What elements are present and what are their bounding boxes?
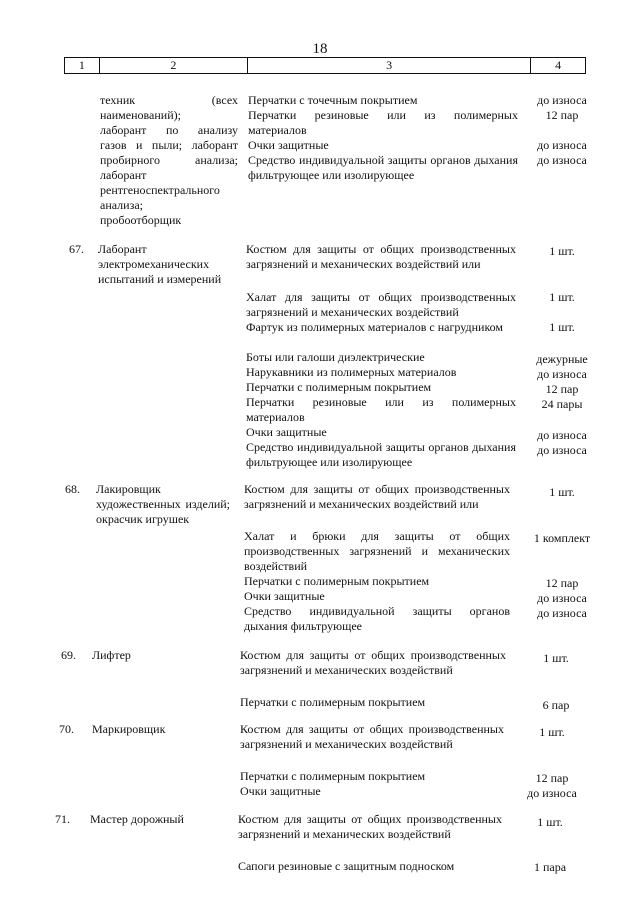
occupation-line: пробоотборщик <box>100 213 182 227</box>
norm-value: 1 шт. <box>549 244 575 258</box>
norm-value: дежурные <box>536 352 588 366</box>
ppe-item: Фартук из полимерных материалов с нагрудником <box>246 320 504 334</box>
ppe-item: Костюм для защиты от общих производственных загрязнений и механических воздействий или <box>244 482 510 511</box>
occupation-line: анализа; <box>100 198 143 212</box>
norm-value: 1 шт. <box>549 320 575 334</box>
row-number: 68. <box>65 482 80 496</box>
ppe-item: Средство индивидуальной защиты органов дыхания фильтрующее или изолирующее <box>248 153 518 182</box>
occupation-cell: Лакировщик художественных изделий; окрасчик игрушек <box>96 482 230 526</box>
norm-value: до износа <box>537 428 587 442</box>
header-col-4: 4 <box>555 58 562 72</box>
norm-value: 12 пар <box>535 771 569 785</box>
occupation-line: наименований); <box>100 108 181 122</box>
occupation-line: рентгеноспектрального <box>100 183 220 197</box>
norm-value: 1 шт. <box>549 485 575 499</box>
ppe-item: Нарукавники из полимерных материалов <box>246 365 457 379</box>
ppe-item: Средство индивидуальной защиты органов дыхания фильтрующее или изолирующее <box>246 440 516 469</box>
ppe-item: Перчатки резиновые или из полимерных материалов <box>246 395 516 424</box>
row-number: 71. <box>55 812 70 826</box>
norm-value: 1 пара <box>533 860 567 874</box>
ppe-item: Халат для защиты от общих производственных загрязнений и механических воздействий <box>246 290 516 319</box>
occupation-cell: Маркировщик <box>92 722 166 736</box>
ppe-item: Перчатки резиновые или из полимерных материалов <box>248 108 518 137</box>
norm-value: 6 пар <box>542 698 570 712</box>
norm-value: до износа <box>537 591 587 605</box>
ppe-item: Костюм для защиты от общих производственных загрязнений и механических воздействий <box>238 812 502 841</box>
table-header <box>64 57 586 74</box>
norm-value: 1 шт. <box>537 815 563 829</box>
norm-value: до износа <box>537 443 587 457</box>
occupation-cell: Лифтер <box>92 648 131 662</box>
ppe-item: Очки защитные <box>246 425 327 439</box>
norm-value: до износа <box>537 153 587 167</box>
ppe-item: Перчатки с полимерным покрытием <box>244 574 430 588</box>
norm-value: до износа <box>537 138 587 152</box>
occupation-cell: Лаборант электромеханических испытаний и измерений <box>98 242 222 286</box>
ppe-item: Боты или галоши диэлектрические <box>246 350 425 364</box>
page-number: 18 <box>312 41 328 57</box>
ppe-item: Средство индивидуальной защиты органов дыхания фильтрующее <box>244 604 510 633</box>
occupation-line: газов и пыли; лаборант <box>100 138 238 152</box>
ppe-item: Перчатки с точечным покрытием <box>248 93 418 107</box>
norm-value: до износа <box>527 786 577 800</box>
norm-value: 1 комплект <box>533 531 591 545</box>
ppe-item: Костюм для защиты от общих производственных загрязнений и механических воздействий <box>240 648 506 677</box>
norm-value: 12 пар <box>545 576 579 590</box>
ppe-item: Очки защитные <box>240 784 321 798</box>
row-number: 69. <box>61 648 76 662</box>
ppe-item: Костюм для защиты от общих производственных загрязнений и механических воздействий или <box>246 242 516 271</box>
ppe-item: Перчатки с полимерным покрытием <box>240 769 426 783</box>
norm-value: 1 шт. <box>543 651 569 665</box>
norm-value: 1 шт. <box>549 290 575 304</box>
norm-value: до износа <box>537 367 587 381</box>
norm-value: 12 пар <box>545 108 579 122</box>
header-col-1: 1 <box>65 58 100 73</box>
occupation-line: пробирного анализа; <box>100 153 238 167</box>
occupation-cell <box>100 93 238 228</box>
norm-value: 1 шт. <box>539 725 565 739</box>
norm-value: до износа <box>537 93 587 107</box>
norm-value: 12 пар <box>545 382 579 396</box>
ppe-item: Сапоги резиновые с защитным подноском <box>238 859 455 873</box>
occupation-cell: Мастер дорожный <box>90 812 184 826</box>
occupation-line: лаборант по анализу <box>100 123 238 137</box>
ppe-item: Перчатки с полимерным покрытием <box>246 380 432 394</box>
row-number: 70. <box>59 722 74 736</box>
ppe-item: Костюм для защиты от общих производственных загрязнений и механических воздействий <box>240 722 504 751</box>
ppe-item: Перчатки с полимерным покрытием <box>240 695 426 709</box>
row-number: 67. <box>69 242 84 256</box>
occupation-line: техник (всех <box>100 93 238 107</box>
ppe-item: Очки защитные <box>244 589 325 603</box>
ppe-item: Очки защитные <box>248 138 329 152</box>
norm-value: до износа <box>537 606 587 620</box>
occupation-line: лаборант <box>100 168 147 182</box>
ppe-item: Халат и брюки для защиты от общих производственных загрязнений и механических воздействий <box>244 529 510 573</box>
header-col-3: 3 <box>248 58 531 73</box>
header-col-2: 2 <box>100 58 248 73</box>
norm-value: 24 пары <box>541 397 583 411</box>
